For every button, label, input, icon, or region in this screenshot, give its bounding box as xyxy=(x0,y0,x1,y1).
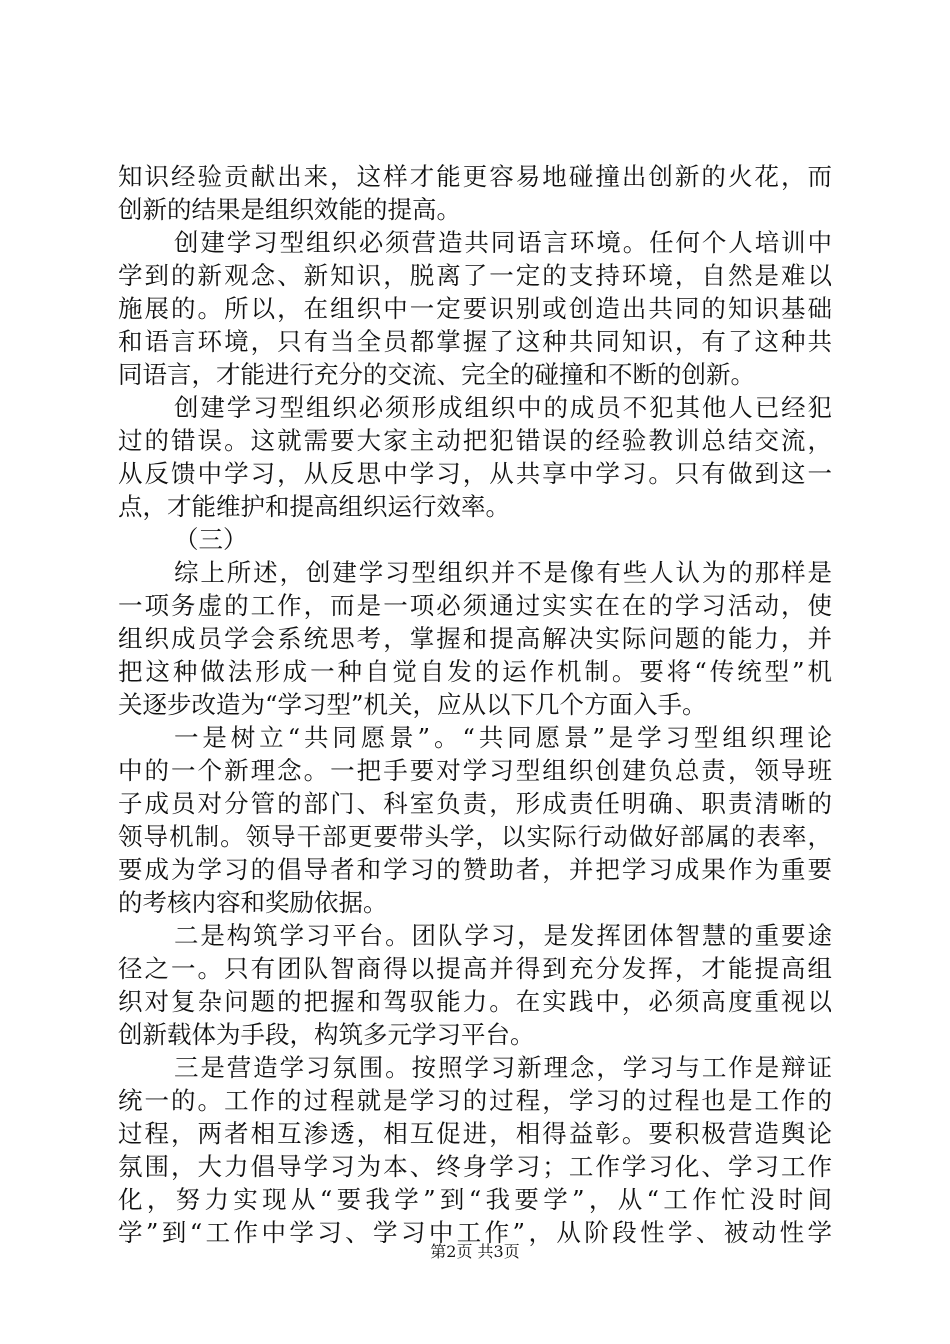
page-number-label: 第2页 共3页 xyxy=(430,1242,520,1261)
text-line: 创建学习型组织必须形成组织中的成员不犯其他人已经犯 xyxy=(174,393,832,422)
text-line: 组织成员学会系统思考，掌握和提高解决实际问题的能力，并 xyxy=(118,624,832,653)
text-line: 过的错误。这就需要大家主动把犯错误的经验教训总结交流， xyxy=(118,426,832,455)
text-line: 学”到“工作中学习、学习中工作”，从阶段性学、被动性学 xyxy=(118,1218,832,1247)
text-line: 的考核内容和奖励依据。 xyxy=(118,888,388,917)
text-line: 点，才能维护和提高组织运行效率。 xyxy=(118,492,510,521)
text-line: 径之一。只有团队智商得以提高并得到充分发挥，才能提高组 xyxy=(118,954,832,983)
text-line: 过程，两者相互渗透，相互促进，相得益彰。要积极营造舆论 xyxy=(118,1119,832,1148)
text-line: 和语言环境，只有当全员都掌握了这种共同知识，有了这种共 xyxy=(118,327,832,356)
text-line: 要成为学习的倡导者和学习的赞助者，并把学习成果作为重要 xyxy=(118,855,832,884)
text-line: 一是树立“共同愿景”。“共同愿景”是学习型组织理论 xyxy=(174,723,832,752)
text-line: 统一的。工作的过程就是学习的过程，学习的过程也是工作的 xyxy=(118,1086,832,1115)
text-line: 施展的。所以，在组织中一定要识别或创造出共同的知识基础 xyxy=(118,294,832,323)
text-line: 氛围，大力倡导学习为本、终身学习；工作学习化、学习工作 xyxy=(118,1152,832,1181)
text-line: 化，努力实现从“要我学”到“我要学”，从“工作忙没时间 xyxy=(118,1185,832,1214)
text-line: 把这种做法形成一种自觉自发的运作机制。要将“传统型”机 xyxy=(118,657,832,686)
text-line: 一项务虚的工作，而是一项必须通过实实在在的学习活动，使 xyxy=(118,591,832,620)
text-line: 织对复杂问题的把握和驾驭能力。在实践中，必须高度重视以 xyxy=(118,987,832,1016)
text-line: 综上所述，创建学习型组织并不是像有些人认为的那样是 xyxy=(174,558,832,587)
text-line: 领导机制。领导干部更要带头学，以实际行动做好部属的表率， xyxy=(118,822,832,851)
text-line: 关逐步改造为“学习型”机关，应从以下几个方面入手。 xyxy=(118,690,707,719)
text-line: 创建学习型组织必须营造共同语言环境。任何个人培训中 xyxy=(174,228,832,257)
text-line: 创新的结果是组织效能的提高。 xyxy=(118,195,461,224)
text-line: 知识经验贡献出来，这样才能更容易地碰撞出创新的火花，而 xyxy=(118,162,832,191)
text-line: 从反馈中学习，从反思中学习，从共享中学习。只有做到这一 xyxy=(118,459,832,488)
text-line: 创新载体为手段，构筑多元学习平台。 xyxy=(118,1020,535,1049)
text-line: （三） xyxy=(174,525,248,554)
text-line: 二是构筑学习平台。团队学习，是发挥团体智慧的重要途 xyxy=(174,921,832,950)
text-line: 中的一个新理念。一把手要对学习型组织创建负总责，领导班 xyxy=(118,756,832,785)
text-line: 同语言，才能进行充分的交流、完全的碰撞和不断的创新。 xyxy=(118,360,755,389)
document-body xyxy=(118,160,832,1249)
text-line: 子成员对分管的部门、科室负责，形成责任明确、职责清晰的 xyxy=(118,789,832,818)
page-footer xyxy=(0,1242,950,1262)
text-line: 三是营造学习氛围。按照学习新理念，学习与工作是辩证 xyxy=(174,1053,832,1082)
text-line: 学到的新观念、新知识，脱离了一定的支持环境，自然是难以 xyxy=(118,261,832,290)
